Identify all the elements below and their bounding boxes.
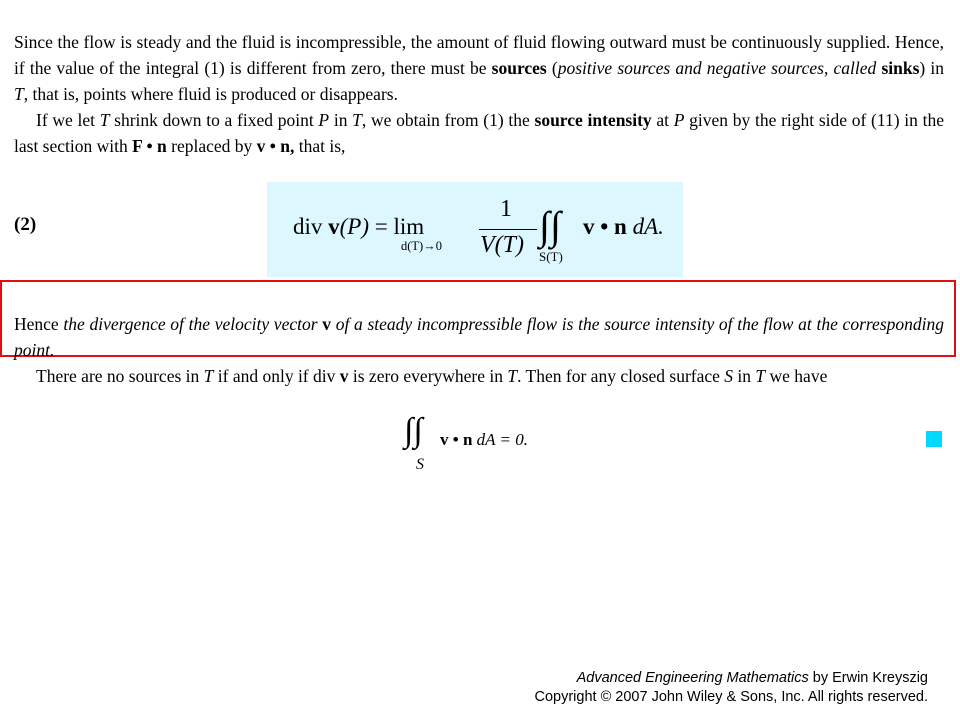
integrand xyxy=(440,430,528,450)
symbol-P: P xyxy=(673,110,685,130)
symbol-v-dot-n: v • n xyxy=(583,214,627,239)
term-sinks: sinks xyxy=(881,58,920,78)
text: There are no sources in xyxy=(36,366,204,386)
book-author: by Erwin Kreyszig xyxy=(808,670,928,686)
div-operator: div xyxy=(293,214,329,239)
text: we have xyxy=(765,366,828,386)
double-integral-icon: ∫∫ xyxy=(539,203,561,248)
text: If we let xyxy=(36,110,100,130)
equals-lim: = lim xyxy=(369,214,425,239)
text: is zero everywhere in xyxy=(348,366,508,386)
term-sources: sources xyxy=(491,58,547,78)
dA-equals-zero: dA = 0. xyxy=(472,430,528,449)
paragraph-no-sources xyxy=(14,363,944,389)
double-integral-icon: ∫∫ xyxy=(404,412,423,449)
symbol-v-dot-n: v • n xyxy=(440,430,473,449)
text: ) in xyxy=(919,58,944,78)
integral-subscript: S(T) xyxy=(539,249,563,264)
symbol-T: T xyxy=(507,366,518,386)
text: replaced by xyxy=(166,136,257,156)
text: . Then for any closed surface xyxy=(517,366,725,386)
term-source-intensity: source intensity xyxy=(534,110,652,130)
symbol-T: T xyxy=(352,110,362,130)
footer-copyright: Copyright © 2007 John Wiley & Sons, Inc. All rights reserved. xyxy=(534,689,928,705)
symbol-T: T xyxy=(755,366,766,386)
limit-subscript: d(T)→0 xyxy=(401,239,442,253)
symbol-T: T xyxy=(14,84,24,104)
symbol-T: T xyxy=(203,366,214,386)
symbol-v-dot-n: v • n, xyxy=(256,136,295,156)
integrand xyxy=(583,214,664,240)
paragraph-source-intensity xyxy=(14,107,944,159)
text: that is, xyxy=(294,136,346,156)
text: in xyxy=(329,110,353,130)
symbol-v: v xyxy=(339,366,349,386)
integral-subscript: S xyxy=(416,456,424,473)
dA: dA. xyxy=(626,214,664,239)
text: , that is, points where fluid is produced or disappears. xyxy=(23,84,398,104)
text-italic: positive sources and negative sources, called xyxy=(557,58,882,78)
text: in xyxy=(733,366,756,386)
fraction-numerator: 1 xyxy=(500,196,512,222)
symbol-P: (P) xyxy=(339,214,370,239)
end-of-proof-square-icon xyxy=(926,431,942,447)
symbol-v: v xyxy=(322,314,331,334)
equation-2-box xyxy=(267,182,683,277)
equation-lhs xyxy=(293,214,424,240)
text: Since the flow is steady and the fluid is incompressible, the amount of fluid flowing outward must be continuously supplied. Hence, if the value of the integral (1) is different from zero, there must be xyxy=(14,32,944,78)
equation-number: (2) xyxy=(14,214,37,235)
fraction-bar xyxy=(479,229,537,230)
text-italic: the divergence of the velocity vector xyxy=(63,314,323,334)
text-italic: of a steady incompressible flow is the source intensity of the flow at the corresponding point. xyxy=(14,314,944,360)
symbol-v: v xyxy=(328,214,340,239)
symbol-S: S xyxy=(724,366,734,386)
equation-closed-surface xyxy=(404,412,564,474)
text: Hence xyxy=(14,314,64,334)
footer-book xyxy=(328,668,928,688)
symbol-T: T xyxy=(99,110,110,130)
fraction-denominator: V(T) xyxy=(480,232,524,258)
paragraph-divergence-meaning xyxy=(14,311,944,363)
text: given by the right side of (11) in the last section with xyxy=(14,110,944,156)
text: ( xyxy=(546,58,558,78)
symbol-P: P xyxy=(318,110,330,130)
text: at xyxy=(651,110,674,130)
book-title: Advanced Engineering Mathematics xyxy=(576,670,809,686)
text: , we obtain from (1) the xyxy=(361,110,535,130)
text: shrink down to a fixed point xyxy=(109,110,319,130)
paragraph-sources xyxy=(14,29,944,107)
text: if and only if div xyxy=(213,366,340,386)
symbol-F-dot-n: F • n xyxy=(132,136,167,156)
